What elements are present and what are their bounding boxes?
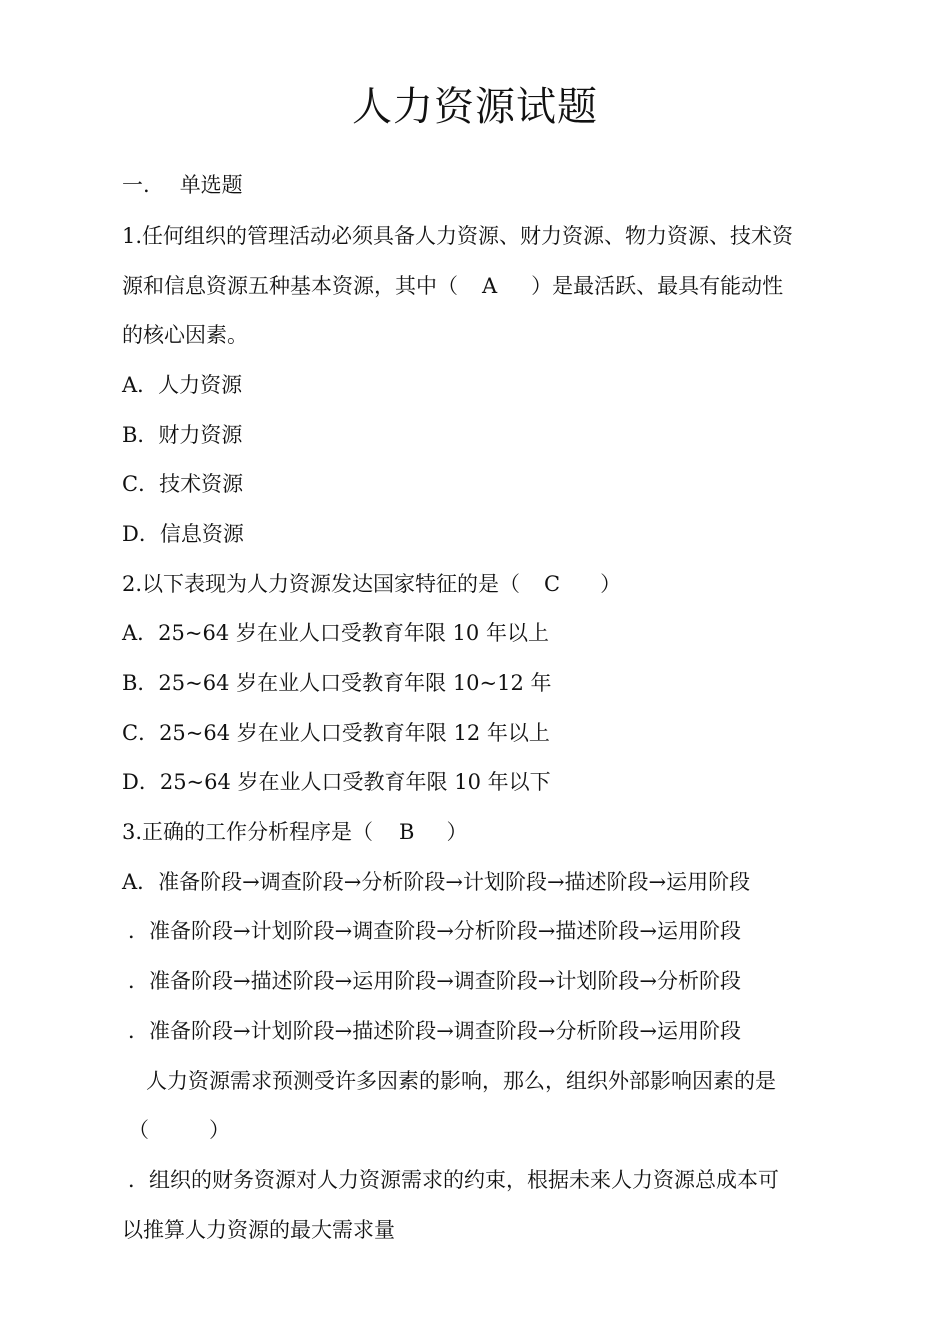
q2-stem-text-before: 2.以下表现为人力资源发达国家特征的是（ (122, 572, 521, 596)
q3-option-b: ．准备阶段→计划阶段→调查阶段→分析阶段→描述阶段→运用阶段 (128, 919, 741, 943)
q1-stem-line-1: 1.任何组织的管理活动必须具备人力资源、财力资源、物力资源、技术资 (122, 224, 794, 248)
section-heading-text: 单选题 (179, 173, 243, 197)
q2-stem (122, 569, 832, 599)
q1-option-c: C．技术资源 (122, 472, 244, 496)
q3-option-a: A．准备阶段→调查阶段→分析阶段→计划阶段→描述阶段→运用阶段 (122, 870, 751, 894)
q1-stem-text-after: ）是最活跃、最具有能动性 (531, 274, 784, 298)
q1-stem-line-3: 的核心因素。 (122, 323, 248, 347)
q1-stem-line-2 (122, 271, 832, 301)
q3-option-c: ．准备阶段→描述阶段→运用阶段→调查阶段→计划阶段→分析阶段 (128, 969, 741, 993)
q1-stem-text-before: 源和信息资源五种基本资源，其中（ (122, 274, 458, 298)
q2-option-b: B．25~64 岁在业人口受教育年限 10~12 年 (122, 671, 552, 695)
q3-stem-text-before: 3.正确的工作分析程序是（ (122, 820, 374, 844)
q3-stem (122, 817, 832, 847)
q4-option-line-2: 以推算人力资源的最大需求量 (122, 1218, 395, 1242)
q1-option-d: D．信息资源 (122, 522, 244, 546)
q2-option-c: C．25~64 岁在业人口受教育年限 12 年以上 (122, 721, 550, 745)
q1-answer: A (482, 274, 498, 298)
q2-option-d: D．25~64 岁在业人口受教育年限 10 年以下 (122, 770, 551, 794)
q3-stem-text-after: ） (446, 820, 468, 844)
q2-option-a: A．25~64 岁在业人口受教育年限 10 年以上 (122, 621, 549, 645)
q3-option-d: ．准备阶段→计划阶段→描述阶段→调查阶段→分析阶段→运用阶段 (128, 1019, 741, 1043)
q2-stem-text-after: ） (600, 572, 622, 596)
section-heading (122, 170, 832, 200)
q1-option-b: B．财力资源 (122, 423, 243, 447)
q2-answer: C (544, 572, 561, 596)
q4-stem-line-1: 人力资源需求预测受许多因素的影响，那么，组织外部影响因素的是 (146, 1069, 776, 1093)
q3-answer: B (399, 820, 415, 844)
q4-option-line-1: ．组织的财务资源对人力资源需求的约束，根据未来人力资源总成本可 (128, 1168, 779, 1192)
q4-open-paren: （ (128, 1118, 149, 1142)
q1-option-a: A．人力资源 (122, 373, 243, 397)
q4-stem-line-2 (128, 1115, 838, 1145)
q4-close-paren: ） (209, 1118, 230, 1142)
section-heading-number: 一. (122, 173, 150, 197)
document-title: 人力资源试题 (352, 84, 598, 130)
